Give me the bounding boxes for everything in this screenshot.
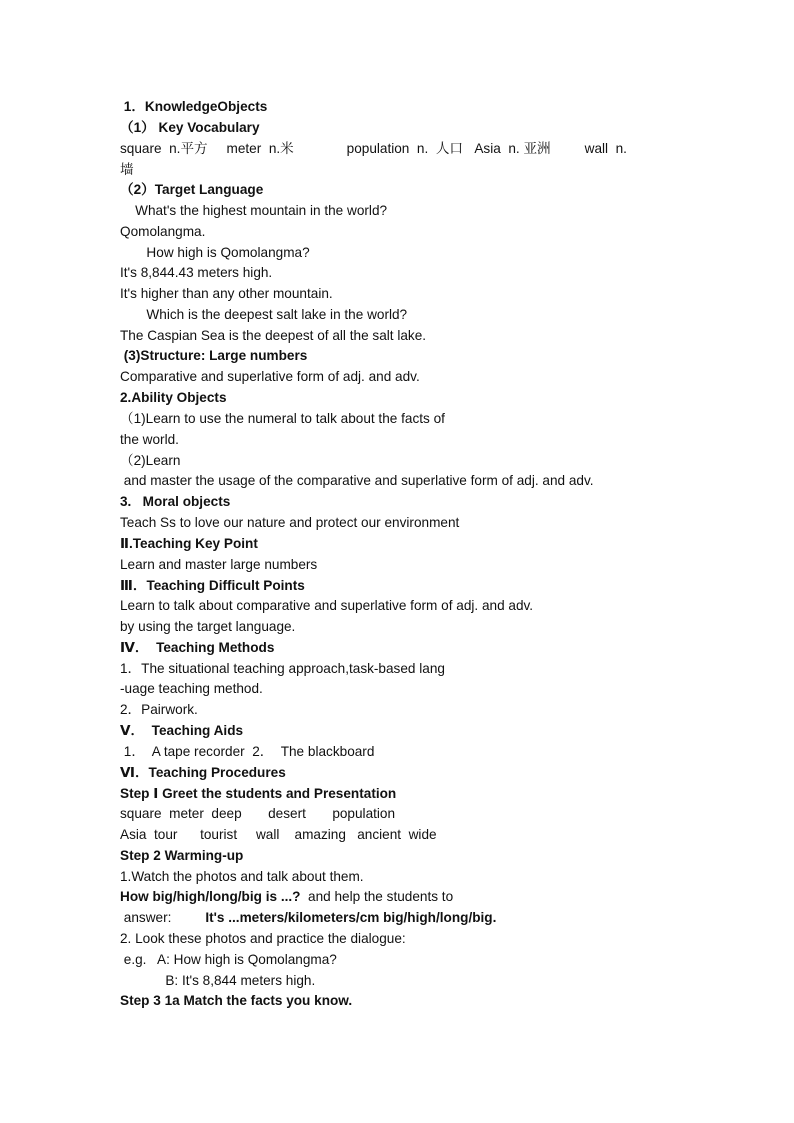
line-text: It's 8,844.43 meters high. — [120, 265, 273, 280]
text-line — [120, 992, 352, 1010]
text-line — [120, 660, 445, 678]
text-line — [120, 805, 395, 823]
text-line — [120, 826, 437, 844]
line-text: The Caspian Sea is the deepest of all the salt lake. — [120, 328, 427, 343]
text-line — [120, 847, 243, 865]
text-line — [120, 577, 305, 595]
line-text: 1.Watch the photos and talk about them. — [120, 869, 364, 884]
line-text: （2)Learn — [120, 453, 181, 468]
line-text: （2）Target Language — [120, 182, 264, 197]
text-line — [120, 161, 134, 179]
line-text: Which is the deepest salt lake in the world? — [120, 307, 408, 322]
text-line — [120, 597, 533, 615]
text-line — [120, 888, 453, 906]
text-line — [120, 347, 307, 365]
line-text: 墙 — [120, 162, 134, 177]
text-line — [120, 764, 286, 782]
text-line — [120, 410, 445, 428]
line-text: square meter deep desert population — [120, 806, 396, 821]
line-text: Ⅲ．Teaching Difficult Points — [120, 578, 305, 593]
line-text: 1．The situational teaching approach,task-based lang — [120, 661, 445, 676]
text-line — [120, 119, 260, 137]
line-text: How high is Qomolangma? — [120, 245, 310, 260]
line-text: （1） Key Vocabulary — [120, 120, 260, 135]
line-text: Qomolangma. — [120, 224, 206, 239]
line-text: 2．Pairwork. — [120, 702, 198, 717]
text-line — [120, 389, 227, 407]
text-line — [120, 264, 272, 282]
line-text: Asia tour tourist wall amazing ancient wide — [120, 827, 437, 842]
text-line — [120, 493, 230, 511]
line-text: 2. Look these photos and practice the dialogue: — [120, 931, 406, 946]
text-line — [120, 368, 420, 386]
line-text: Learn to talk about comparative and superlative form of adj. and adv. — [120, 598, 534, 613]
text-line — [120, 452, 180, 470]
line-text: Ⅵ．Teaching Procedures — [120, 765, 286, 780]
line-text: square n.平方 meter n.米 population n. 人口 Asia n. 亚洲 wall n. — [120, 141, 627, 156]
text-line — [120, 868, 364, 886]
text-line — [120, 431, 179, 449]
text-line — [120, 285, 333, 303]
line-text: Teach Ss to love our nature and protect our environment — [120, 515, 460, 530]
line-tail-text: and help the students to — [300, 889, 454, 904]
line-text: 1． A tape recorder 2． The blackboard — [120, 744, 375, 759]
line-text: What's the highest mountain in the world? — [120, 203, 388, 218]
text-line — [120, 181, 263, 199]
line-text: Learn and master large numbers — [120, 557, 318, 572]
line-text: and master the usage of the comparative and superlative form of adj. and adv. — [120, 473, 594, 488]
text-line — [120, 327, 426, 345]
line-text: 3. Moral objects — [120, 494, 231, 509]
line-text: -uage teaching method. — [120, 681, 263, 696]
line-text: e.g. A: How high is Qomolangma? — [120, 952, 337, 967]
line-text: Ⅱ.Teaching Key Point — [120, 536, 258, 551]
line-text: answer: — [120, 910, 172, 925]
line-text: （1)Learn to use the numeral to talk about the facts of — [120, 411, 445, 426]
text-line — [120, 701, 198, 719]
text-line — [120, 244, 310, 262]
text-line — [120, 514, 459, 532]
line-text: 1．KnowledgeObjects — [120, 99, 268, 114]
line-text: It's higher than any other mountain. — [120, 286, 333, 301]
line-text: Ⅳ． Teaching Methods — [120, 640, 275, 655]
line-text: Step 3 1a Match the facts you know. — [120, 993, 353, 1008]
line-text: How big/high/long/big is ...? — [120, 889, 301, 904]
text-line — [120, 722, 243, 740]
line-text: (3)Structure: Large numbers — [120, 348, 308, 363]
text-line — [120, 972, 315, 990]
text-line — [120, 306, 407, 324]
text-line — [120, 743, 374, 761]
text-line — [120, 472, 594, 490]
text-line — [120, 680, 263, 698]
line-text: Comparative and superlative form of adj. and adv. — [120, 369, 420, 384]
text-line — [120, 909, 496, 927]
line-text: the world. — [120, 432, 179, 447]
text-line — [120, 930, 406, 948]
text-line — [120, 202, 387, 220]
text-line — [120, 785, 396, 803]
text-line — [120, 639, 274, 657]
text-line — [120, 98, 267, 116]
line-text: by using the target language. — [120, 619, 296, 634]
line-text: 2.Ability Objects — [120, 390, 227, 405]
line-text: Step 2 Warming-up — [120, 848, 244, 863]
line-text: Ⅴ． Teaching Aids — [120, 723, 244, 738]
text-line — [120, 223, 205, 241]
line-text: B: It's 8,844 meters high. — [120, 973, 316, 988]
line-tail-bold-text: It's ...meters/kilometers/cm big/high/long/big. — [171, 910, 497, 925]
text-line — [120, 535, 258, 553]
text-line — [120, 618, 295, 636]
line-text: Step Ⅰ Greet the students and Presentation — [120, 786, 397, 801]
text-line — [120, 140, 627, 158]
text-line — [120, 951, 337, 969]
text-line — [120, 556, 317, 574]
